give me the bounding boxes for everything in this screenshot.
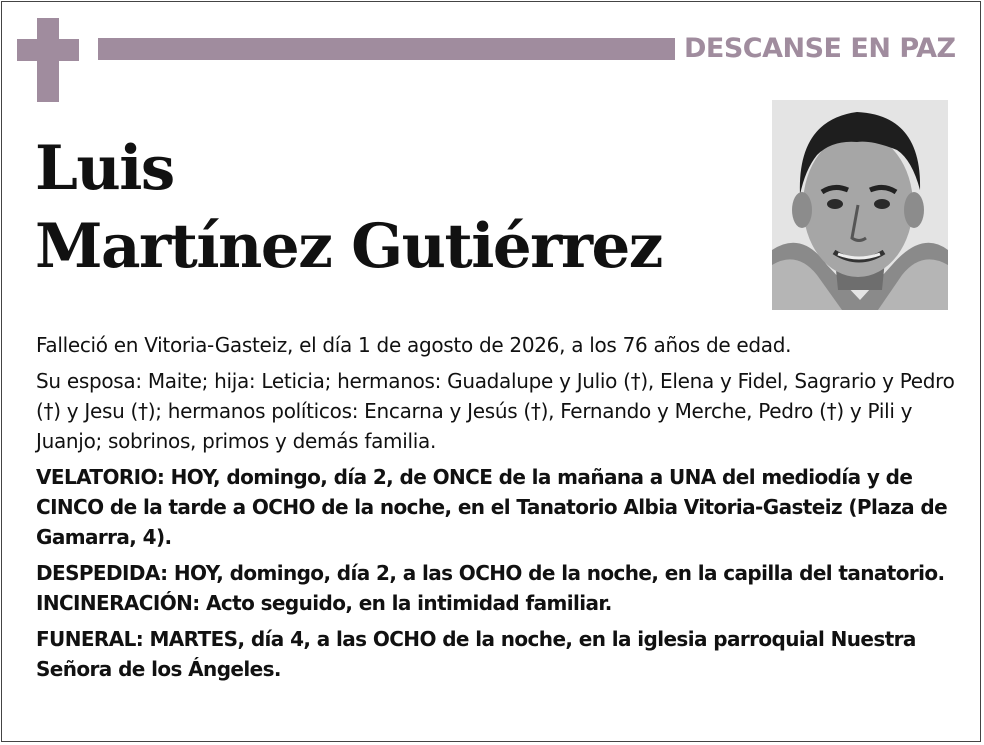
deceased-first-name: Luis	[35, 133, 174, 204]
family-paragraph: Su esposa: Maite; hija: Leticia; hermanos: Guadalupe y Julio (†), Elena y Fidel, Sagrario y Pedro (†) y Jesu (†); hermanos políticos: Encarna y Jesús (†), Fernando y Merche, Pedro (†) y Pili y Juanjo; sobrinos, primos y demás familia.	[36, 369, 955, 453]
farewell-paragraph: DESPEDIDA: HOY, domingo, día 2, a las OCHO de la noche, en la capilla del tanatorio. INCINERACIÓN: Acto seguido, en la intimidad familiar.	[36, 561, 945, 615]
obituary-body	[36, 330, 956, 690]
deceased-photo	[772, 100, 948, 310]
header-label: DESCANSE EN PAZ	[684, 33, 956, 64]
wake-paragraph: VELATORIO: HOY, domingo, día 2, de ONCE de la mañana a UNA del mediodía y de CINCO de la tarde a OCHO de la noche, en el Tanatorio Albia Vitoria-Gasteiz (Plaza de Gamarra, 4).	[36, 465, 948, 549]
death-paragraph: Falleció en Vitoria-Gasteiz, el día 1 de agosto de 2026, a los 76 años de edad.	[36, 333, 792, 357]
deceased-name	[35, 130, 662, 286]
header-bar	[98, 38, 675, 60]
funeral-paragraph: FUNERAL: MARTES, día 4, a las OCHO de la noche, en la iglesia parroquial Nuestra Señora de los Ángeles.	[36, 627, 916, 681]
deceased-surnames: Martínez Gutiérrez	[35, 211, 662, 282]
